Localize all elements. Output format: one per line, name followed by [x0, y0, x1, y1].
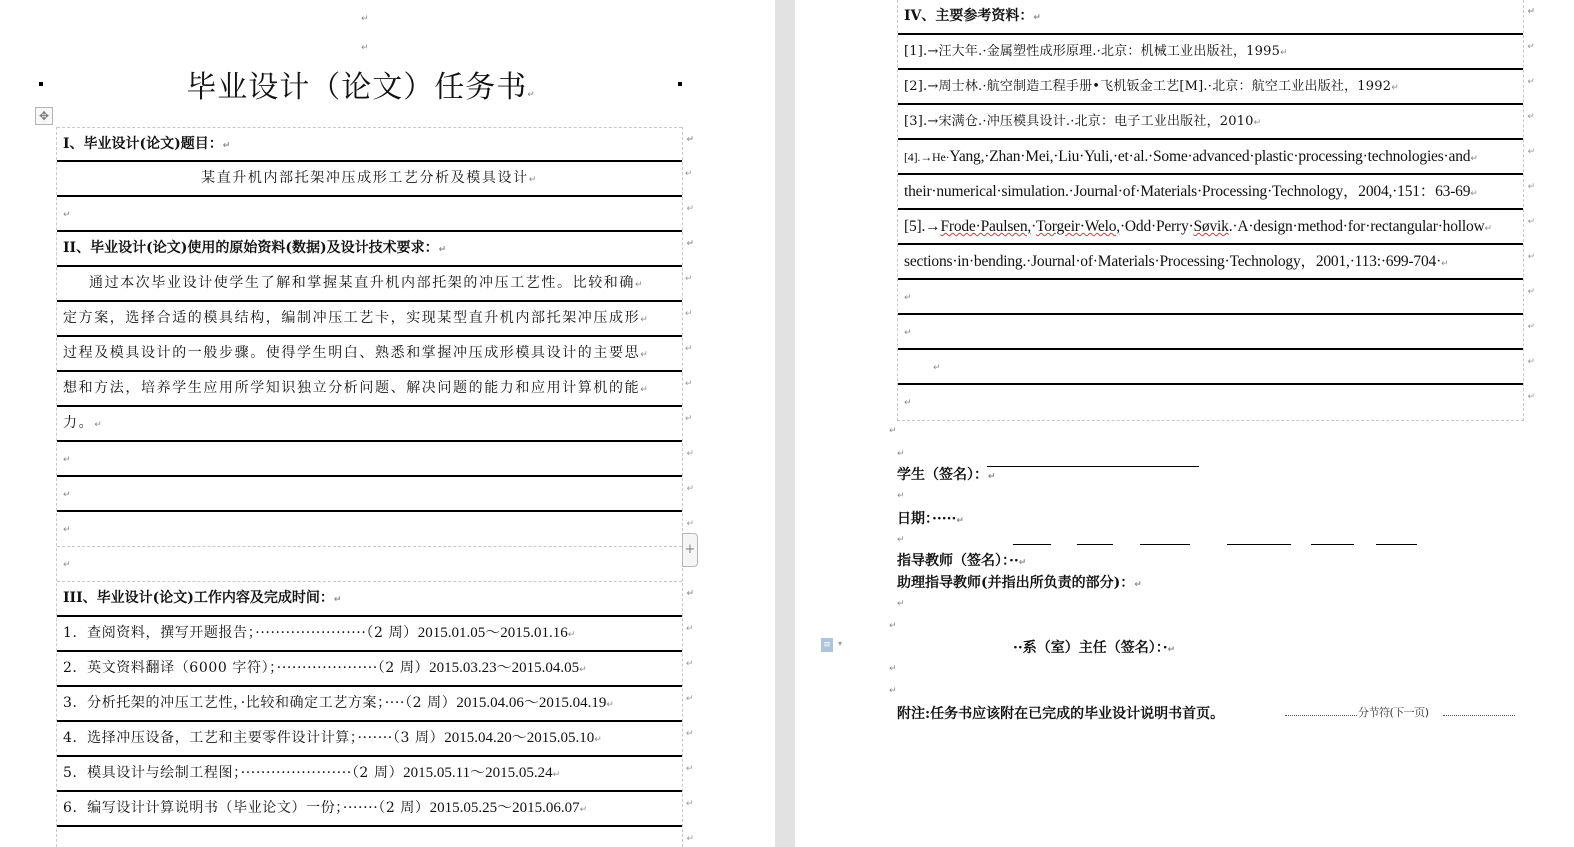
cell-mark: ↵: [686, 519, 694, 529]
date-underline: [1227, 544, 1291, 545]
empty-row[interactable]: ↵ ↵: [57, 512, 682, 547]
add-row-button[interactable]: +: [682, 533, 698, 567]
paragraph-mark: ↵: [897, 449, 905, 459]
paragraph-mark: ↵: [889, 664, 897, 674]
reference-item[interactable]: [5].→Frode·Paulsen,·Torgeir·Welo,·Odd·Perry·Søvik.·A·design·method·for·rectangular·hollow↵ ↵: [898, 210, 1523, 245]
cell-mark: ↵: [1527, 42, 1535, 52]
cell-mark: ↵: [1527, 287, 1535, 297]
date-underline: [1140, 544, 1190, 545]
section3-heading: III、毕业设计(论文)工作内容及完成时间：↵ ↵: [57, 582, 682, 617]
requirements-line[interactable]: 通过本次毕业设计使学生了解和掌握某直升机内部托架的冲压工艺性。比较和确↵ ↵: [57, 267, 682, 302]
requirements-line[interactable]: 定方案，选择合适的模具结构，编制冲压工艺卡，实现某型直升机内部托架冲压成形↵ ↵: [57, 302, 682, 337]
cell-mark: ↵: [1527, 77, 1535, 87]
section2-heading: II、毕业设计(论文)使用的原始资料(数据)及设计技术要求：↵ ↵: [57, 232, 682, 267]
student-signature-label: 学生（签名）：↵: [897, 467, 996, 483]
cell-mark: ↵: [1527, 217, 1535, 227]
cell-mark: ↵: [1527, 357, 1535, 367]
paragraph-mark: ↵: [361, 14, 369, 24]
section4-heading: IV、主要参考资料：↵ ↵: [898, 0, 1523, 35]
date-underline: [1077, 544, 1113, 545]
director-signature-label: ··系（室）主任（签名）：·↵: [1013, 640, 1176, 656]
page-gap: [775, 0, 795, 847]
schedule-item[interactable]: 2．英文资料翻译（6000 字符）；····················（2 周）2015.03.23～2015.04.05↵ ↵: [57, 652, 682, 687]
cell-mark: ↵: [1527, 182, 1535, 192]
cell-mark: ↵: [1527, 392, 1535, 402]
cell-mark: ↵: [686, 239, 694, 249]
cell-mark: ↵: [684, 309, 694, 319]
cell-mark: ↵: [684, 344, 694, 354]
cell-mark: ↵: [685, 659, 694, 669]
empty-row[interactable]: ↵ ↵: [898, 385, 1523, 420]
table-move-handle-icon[interactable]: ✥: [35, 107, 53, 125]
cell-mark: ↵: [684, 169, 694, 179]
requirements-line[interactable]: 想和方法，培养学生应用所学知识独立分析问题、解决问题的能力和应用计算机的能↵ ↵: [57, 372, 682, 407]
thesis-topic[interactable]: 某直升机内部托架冲压成形工艺分析及模具设计↵ ↵: [57, 162, 682, 197]
paste-options-icon[interactable]: ≡: [821, 638, 833, 652]
cell-mark: ↵: [685, 799, 694, 809]
cell-mark: ↵: [1527, 322, 1535, 332]
paragraph-mark: ↵: [897, 599, 905, 609]
paragraph-mark: ↵: [361, 43, 369, 53]
student-signature-line[interactable]: [987, 466, 1199, 467]
schedule-item[interactable]: 4．选择冲压设备，工艺和主要零件设计计算；·······（3 周）2015.04.20～2015.05.10↵ ↵: [57, 722, 682, 757]
schedule-item[interactable]: 5．模具设计与绘制工程图；······················（2 周）2015.05.11～2015.05.24↵ ↵: [57, 757, 682, 792]
schedule-item[interactable]: 6．编写设计计算说明书（毕业论文）一份；·······（2 周）2015.05.25～2015.06.07↵ ↵: [57, 792, 682, 827]
footnote: 附注:任务书应该附在已完成的毕业设计说明书首页。: [897, 706, 1225, 722]
cell-mark: ↵: [1527, 147, 1535, 157]
cell-mark: ↵: [1527, 252, 1535, 262]
paragraph-mark: ↵: [889, 426, 897, 436]
empty-row[interactable]: ↵ ↵: [57, 442, 682, 477]
cell-mark: ↵: [686, 449, 694, 459]
section-break-marker: [1285, 704, 1515, 720]
cell-mark: ↵: [685, 764, 694, 774]
paragraph-mark: ↵: [897, 491, 905, 501]
cell-mark: ↵: [685, 729, 694, 739]
schedule-item-cut-off[interactable]: [57, 827, 694, 847]
schedule-item[interactable]: 1．查阅资料，撰写开题报告；······················（2 周）2015.01.05～2015.01.16↵ ↵: [57, 617, 682, 652]
empty-row[interactable]: ↵ ↵: [898, 315, 1523, 350]
reference-item[interactable]: [2].→周士林.·航空制造工程手册•飞机钣金工艺[M].·北京：航空工业出版社，1992↵ ↵: [898, 70, 1523, 105]
cell-mark: ↵: [685, 694, 694, 704]
empty-row[interactable]: ↵ ↵: [57, 477, 682, 512]
paragraph-mark: ↵: [889, 686, 897, 696]
spelling-flag[interactable]: Søvik: [1193, 218, 1229, 235]
section-break-dots: [1285, 715, 1357, 716]
empty-row[interactable]: ↵: [57, 547, 682, 582]
empty-row[interactable]: ↵ ↵: [898, 350, 1523, 385]
cell-mark: ↵: [686, 135, 694, 145]
cell-mark: ↵: [686, 204, 694, 214]
empty-row[interactable]: ↵ ↵: [898, 280, 1523, 315]
cell-mark: ↵: [684, 379, 694, 389]
spelling-flag[interactable]: Torgeir·Welo,: [1036, 218, 1120, 235]
cell-mark: ↵: [686, 484, 694, 494]
requirements-line[interactable]: 力。↵ ↵: [57, 407, 682, 442]
cell-mark: ↵: [684, 414, 694, 424]
date-underline: [1311, 544, 1354, 545]
reference-item[interactable]: [1].→汪大年.·金属塑性成形原理.·北京：机械工业出版社，1995↵ ↵: [898, 35, 1523, 70]
cell-mark: ↵: [684, 274, 694, 284]
date-underline: [1376, 544, 1417, 545]
advisor-signature-label: 指导教师（签名）：··↵: [897, 553, 1027, 569]
task-table: [56, 127, 694, 847]
cell-mark: ↵: [685, 624, 694, 634]
reference-item[interactable]: [4].→He·Yang,·Zhan·Mei,·Liu·Yuli,·et·al.·Some·advanced·plastic·processing·technologies·and↵ ↵: [898, 140, 1523, 175]
schedule-item[interactable]: 3．分析托架的冲压工艺性，·比较和确定工艺方案；····（2 周）2015.04.06～2015.04.19↵ ↵: [57, 687, 682, 722]
references-table: [897, 0, 1535, 421]
chevron-down-icon[interactable]: ▾: [838, 639, 843, 648]
paragraph-mark: ↵: [897, 535, 905, 545]
spelling-flag[interactable]: Frode·Paulsen,: [940, 218, 1032, 235]
section-break-label: 分节符(下一页): [1358, 706, 1429, 719]
empty-row[interactable]: ↵ ↵: [57, 197, 682, 232]
cell-mark: ↵: [686, 834, 694, 844]
paragraph-mark: ↵: [889, 621, 897, 631]
date-underline: [1013, 544, 1051, 545]
reference-item-continued[interactable]: their·numerical·simulation.·Journal·of·Materials·Processing·Technology，2004,·151：63-69↵ ↵: [898, 175, 1523, 210]
reference-item[interactable]: [3].→宋满仓.·冲压模具设计.·北京：电子工业出版社，2010↵ ↵: [898, 105, 1523, 140]
document-title: 毕业设计（论文）任务书↵: [186, 70, 536, 105]
date-label: 日期：·····↵: [897, 511, 964, 527]
requirements-line[interactable]: 过程及模具设计的一般步骤。使得学生明白、熟悉和掌握冲压成形模具设计的主要思↵ ↵: [57, 337, 682, 372]
section1-heading: I、毕业设计(论文)题目：↵ ↵: [57, 127, 682, 162]
cell-mark: ↵: [1527, 7, 1535, 17]
reference-item-continued[interactable]: sections·in·bending.·Journal·of·Materials·Processing·Technology，2001,·113:·699-704·↵ ↵: [898, 245, 1523, 280]
cell-mark: ↵: [1527, 112, 1535, 122]
cell-mark: ↵: [686, 589, 694, 599]
assistant-advisor-label: 助理指导教师(并指出所负责的部分)：↵: [897, 575, 1142, 591]
section-break-dots: [1443, 715, 1515, 716]
